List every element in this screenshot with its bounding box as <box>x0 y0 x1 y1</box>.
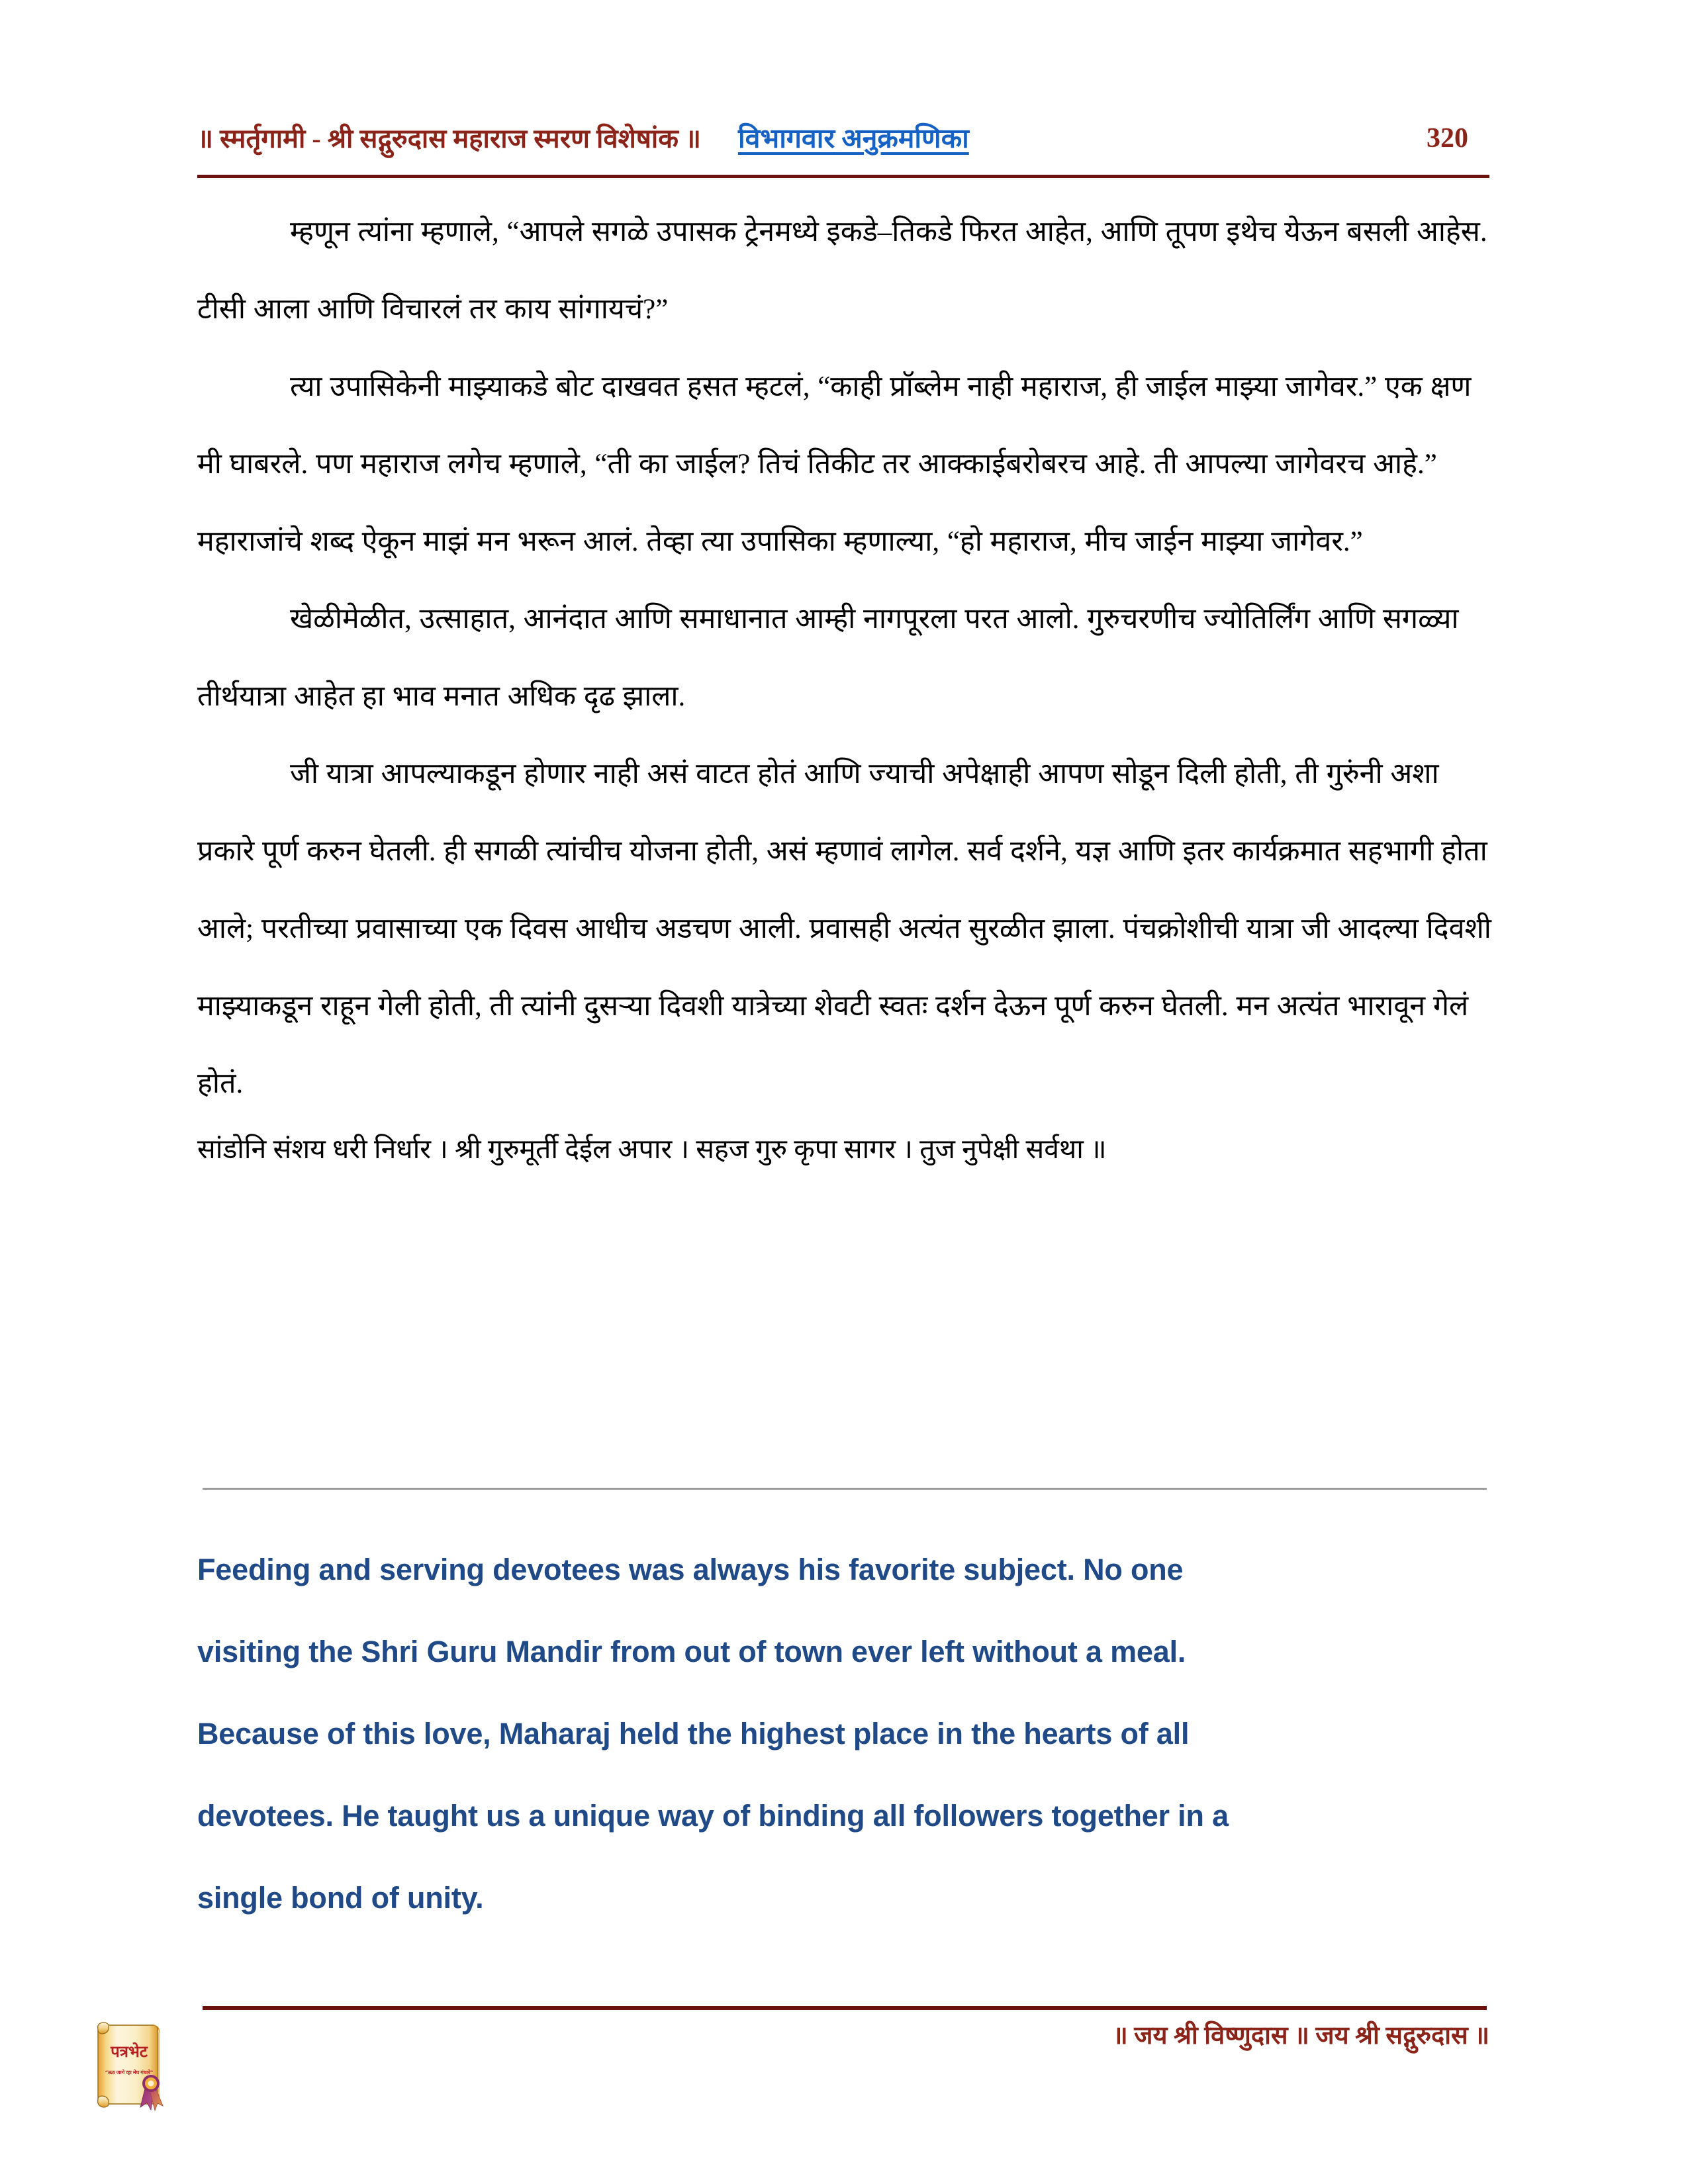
paragraph-4: जी यात्रा आपल्याकडून होणार नाही असं वाटत होतं आणि ज्याची अपेक्षाही आपण सोडून दिली होती, ती गुरुंनी अशा प्रकारे पूर्ण करुन घेतली. ही सगळी त्यांचीच योजना होती, असं म्हणावं लागेल. सर्व दर्शने, यज्ञ आणि इतर कार्यक्रमात सहभागी होता आले; परतीच्या प्रवासाच्या एक दिवस आधीच अडचण आली. प्रवासही अत्यंत सुरळीत झाला. पंचक्रोशीची यात्रा जी आदल्या दिवशी माझ्याकडून राहून गेली होती, ती त्यांनी दुसऱ्या दिवशी यात्रेच्या शेवटी स्वतः दर्शन देऊन पूर्ण करुन घेतली. मन अत्यंत भारावून गेलं होतं. <box>197 758 1491 1099</box>
footer-blessing: ॥ जय श्री विष्णुदास ॥ जय श्री सद्गुरुदास ॥ <box>1112 2022 1489 2050</box>
page-header <box>197 99 1489 152</box>
paragraph-2: त्या उपासिकेनी माझ्याकडे बोट दाखवत हसत म्हटलं, “काही प्रॉब्लेम नाही महाराज, ही जाईल माझ्या जागेवर.” एक क्षण मी घाबरले. पण महाराज लगेच म्हणाले, “ती का जाईल? तिचं तिकीट तर आक्काईबरोबरच आहे. ती आपल्या जागेवरच आहे.” महाराजांचे शब्द ऐकून माझं मन भरून आलं. तेव्हा त्या उपासिका म्हणाल्या, “हो महाराज, मीच जाईन माझ्या जागेवर.” <box>197 371 1472 557</box>
index-link[interactable]: विभागवार अनुक्रमणिका <box>737 123 969 154</box>
logo-title-text: पत्रभेट <box>111 2044 148 2061</box>
english-line: Because of this love, Maharaj held the highest place in the hearts of all <box>197 1717 1190 1751</box>
english-line: visiting the Shri Guru Mandir from out of town ever left without a meal. <box>197 1635 1186 1668</box>
header-title: ॥ स्मर्तृगामी - श्री सद्गुरुदास महाराज स्मरण विशेषांक ॥ <box>197 124 701 154</box>
marathi-body <box>197 193 1495 1175</box>
english-line: devotees. He taught us a unique way of binding all followers together in a <box>197 1799 1229 1833</box>
verse-line: सांडोनि संशय धरी निर्धार । श्री गुरुमूर्ती देईल अपार । सहज गुरु कृपा सागर । तुज नुपेक्षी सर्वथा ॥ <box>197 1134 1107 1164</box>
scroll-top-roll <box>98 2023 109 2034</box>
paragraph-1: म्हणून त्यांना म्हणाले, “आपले सगळे उपासक ट्रेनमध्ये इकडे–तिकडे फिरत आहेत, आणि तूपण इथेच येऊन बसली आहेस. टीसी आला आणि विचारलं तर काय सांगायचं?” <box>197 216 1487 325</box>
patrabhet-scroll-logo <box>85 2017 171 2116</box>
logo-tagline-text: “ऊठ जागे व्हा मेघ गंधारे” <box>105 2070 154 2075</box>
section-divider-rule <box>203 1488 1487 1490</box>
english-line: Feeding and serving devotees was always his favorite subject. No one <box>197 1553 1184 1586</box>
medal-inner-circle <box>148 2081 154 2087</box>
header-divider-rule <box>197 175 1489 178</box>
paragraph-3: खेळीमेळीत, उत्साहात, आनंदात आणि समाधानात आम्ही नागपूरला परत आलो. गुरुचरणीच ज्योतिर्लिंग आणि सगळ्या तीर्थयात्रा आहेत हा भाव मनात अधिक दृढ झाला. <box>197 604 1459 712</box>
english-translation-block <box>197 1529 1481 1939</box>
english-line: single bond of unity. <box>197 1881 484 1915</box>
footer-divider-rule <box>203 2006 1487 2010</box>
page-number: 320 <box>1427 123 1468 154</box>
scroll-bottom-roll <box>98 2096 109 2107</box>
